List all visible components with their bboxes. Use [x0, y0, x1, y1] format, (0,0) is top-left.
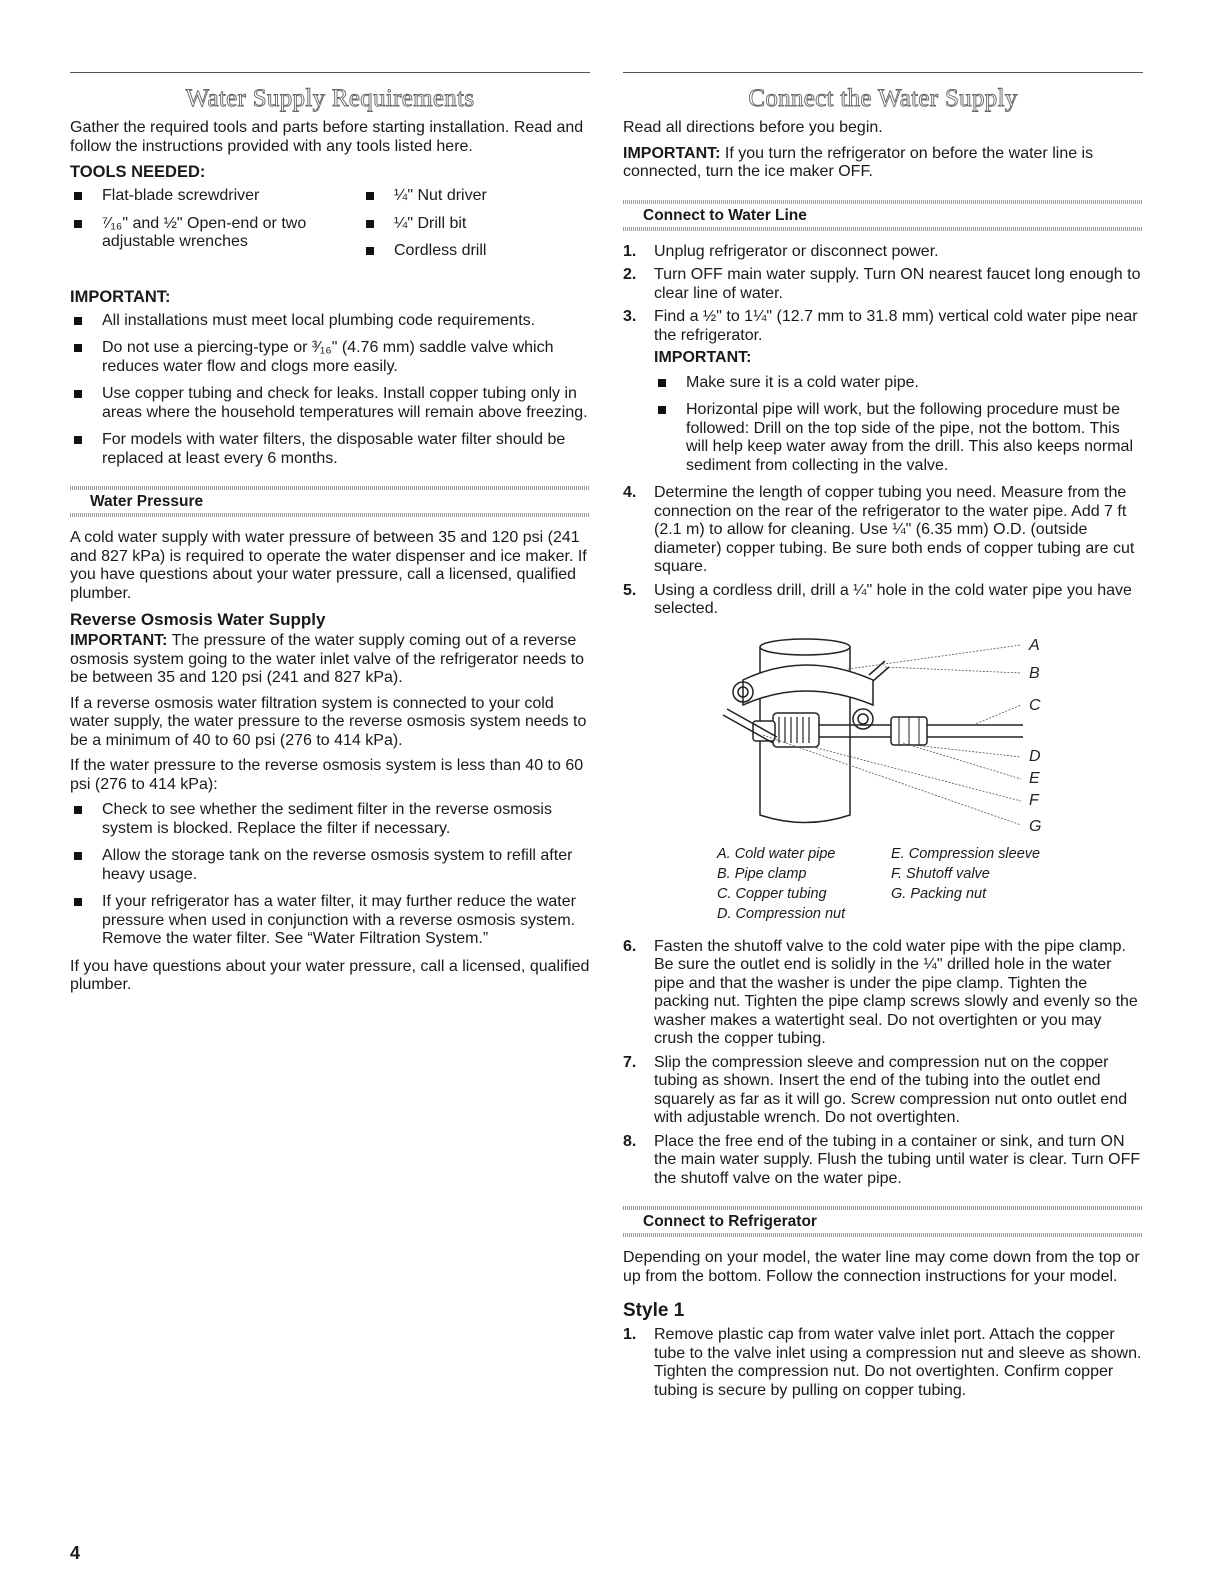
- water-line-steps-continued: [623, 938, 1143, 1189]
- list-item: If your refrigerator has a water filter, it may further reduce the water pressure when used in conjunction with a reverse osmosis system. Remove the water filter. See “Water Filtration System.”: [70, 893, 590, 949]
- step-text: Fasten the shutoff valve to the cold water pipe with the pipe clamp. Be sure the outlet end is solidly in the ¼" drilled hole in the water pipe and that the washer is under the pipe clamp. Tighten the packing nut. Tighten the pipe clamp screws slowly and evenly so the washer makes a watertight seal. Do not overtighten or you may crush the copper tubing.: [654, 937, 1138, 1047]
- important-label: IMPORTANT:: [654, 349, 752, 366]
- step-text: Find a ½" to 1¼" (12.7 mm to 31.8 mm) vertical cold water pipe near the refrigerator.: [654, 308, 1138, 344]
- subsection-heading-connect-water-line: Connect to Water Line: [623, 200, 1143, 231]
- step-item: [623, 1326, 1143, 1400]
- figure-legend: [717, 844, 1143, 924]
- important-text: If you turn the refrigerator on before the water line is connected, turn the ice maker OFF.: [623, 144, 1094, 180]
- figure-label-a: A: [1029, 636, 1040, 654]
- step-number: 1.: [623, 242, 637, 260]
- tools-list: [70, 187, 590, 276]
- important-label: IMPORTANT:: [70, 632, 168, 649]
- legend-item: B. Pipe clamp: [717, 865, 807, 882]
- step-text: Using a cordless drill, drill a ¼" hole in the cold water pipe you have selected.: [654, 581, 1132, 617]
- list-item: Do not use a piercing-type or ³⁄₁₆" (4.76 mm) saddle valve which reduces water flow and clogs more easily.: [70, 339, 590, 376]
- figure-label-d: D: [1029, 747, 1041, 765]
- subsection-heading-water-pressure: Water Pressure: [70, 486, 590, 517]
- figure-label-f: F: [1029, 791, 1039, 809]
- step-text: Unplug refrigerator or disconnect power.: [654, 242, 939, 260]
- step-text: Determine the length of copper tubing you need. Measure from the connection on the rear of the refrigerator to the water pipe. Add 7 ft (2.1 m) to allow for cleaning. Use ¼" (6.35 mm) O.D. (outside diameter) copper tubing. Be sure both ends of copper tubing are cut square.: [654, 484, 1135, 575]
- list-item: Use copper tubing and check for leaks. Install copper tubing only in areas where the household temperatures will remain above freezing.: [70, 385, 590, 422]
- step-text: Place the free end of the tubing in a container or sink, and turn ON the main water supply. Flush the tubing until water is clear. Turn OFF the shutoff valve on the water pipe.: [654, 1132, 1141, 1187]
- subsection-heading-connect-refrigerator: Connect to Refrigerator: [623, 1206, 1143, 1237]
- step-item: [623, 1133, 1143, 1189]
- list-item: All installations must meet local plumbing code requirements.: [70, 312, 590, 331]
- valve-outlet: [819, 725, 891, 737]
- step-number: 5.: [623, 581, 637, 599]
- list-item: ⁷⁄₁₆" and ½" Open-end or two adjustable wrenches: [70, 215, 362, 252]
- list-item: Allow the storage tank on the reverse osmosis system to refill after heavy usage.: [70, 847, 590, 884]
- important-heading: IMPORTANT:: [70, 287, 171, 306]
- clamp-bolt: [869, 661, 889, 681]
- step-number: 3.: [623, 308, 637, 325]
- top-rule: [70, 72, 590, 73]
- step-number: 1.: [623, 1326, 637, 1343]
- pipe-top: [760, 639, 850, 655]
- step-item: [623, 243, 1143, 262]
- important-note: [623, 145, 1143, 182]
- water-line-steps: [623, 243, 1143, 619]
- ro-list: [70, 801, 590, 949]
- pressure-text: A cold water supply with water pressure of between 35 and 120 psi (241 and 827 kPa) is required to operate the water dispenser and ice maker. If you have questions about your water pressure, call a licensed, qualified plumber.: [70, 529, 587, 602]
- important-list: [654, 374, 1143, 476]
- step-text: Remove plastic cap from water valve inlet port. Attach the copper tube to the valve inlet using a compression nut and sleeve as shown. Tighten the compression nut. Do not overtighten. Confirm copper tubing is secure by pulling on copper tubing.: [654, 1326, 1142, 1399]
- tools-heading: TOOLS NEEDED:: [70, 163, 206, 181]
- step-item: [623, 308, 1143, 475]
- step-item: [623, 938, 1143, 1049]
- shutoff-valve: [773, 713, 819, 747]
- important-label: IMPORTANT:: [623, 144, 721, 162]
- step-item: [623, 582, 1143, 619]
- list-item: ¼" Drill bit: [362, 215, 590, 234]
- ro-paragraph-2: If a reverse osmosis water filtration system is connected to your cold water supply, the water pressure to the reverse osmosis system needs to be a minimum of 40 to 60 psi (276 to 414 kPa).: [70, 694, 587, 749]
- pipe-clamp: [743, 665, 873, 705]
- list-item: For models with water filters, the disposable water filter should be replaced at least every 6 months.: [70, 431, 590, 468]
- step-item: [623, 266, 1143, 303]
- page-number: 4: [70, 1543, 81, 1563]
- step-number: 8.: [623, 1132, 637, 1150]
- legend-item: D. Compression nut: [717, 905, 846, 922]
- figure-label-g: G: [1029, 817, 1042, 835]
- refrigerator-text: Depending on your model, the water line may come down from the top or up from the bottom. Follow the connection instructions for your model.: [623, 1249, 1140, 1285]
- figure-label-e: E: [1029, 769, 1040, 787]
- legend-item: F. Shutoff valve: [891, 865, 990, 882]
- list-item: Horizontal pipe will work, but the following procedure must be followed: Drill on the top side of the pipe, not the bottom. This will help keep water away from the drill. This also keeps normal sediment from collecting in the valve.: [654, 401, 1143, 475]
- intro-text: Gather the required tools and parts before starting installation. Read and follow the instructions provided with any tools listed here.: [70, 119, 584, 155]
- ro-heading: Reverse Osmosis Water Supply: [70, 610, 326, 629]
- figure-label-b: B: [1029, 664, 1040, 682]
- intro-text: Read all directions before you begin.: [623, 119, 883, 136]
- step-number: 7.: [623, 1053, 637, 1071]
- right-column: [623, 72, 1143, 1405]
- shutoff-valve-figure: [623, 625, 1143, 840]
- copper-tubing: [927, 725, 1023, 737]
- important-list: [70, 312, 590, 469]
- ro-important: [70, 632, 590, 688]
- legend-item: C. Copper tubing: [717, 885, 827, 902]
- step-number: 6.: [623, 937, 637, 955]
- clamp-screw-right: [853, 709, 873, 729]
- step-item: [623, 484, 1143, 577]
- left-column: [70, 72, 590, 1002]
- list-item: Check to see whether the sediment filter in the reverse osmosis system is blocked. Replace the filter if necessary.: [70, 801, 590, 838]
- list-item: Make sure it is a cold water pipe.: [654, 374, 1143, 393]
- style-steps: [623, 1326, 1143, 1400]
- legend-item: A. Cold water pipe: [717, 845, 836, 862]
- top-rule: [623, 72, 1143, 73]
- step-text: Slip the compression sleeve and compression nut on the copper tubing as shown. Insert the end of the tubing into the outlet end squarely as far as it will go. Screw compression nut onto outlet end with adjustable wrench. Do not overtighten.: [654, 1053, 1128, 1126]
- step-item: [623, 1054, 1143, 1128]
- ro-paragraph-3: If the water pressure to the reverse osmosis system is less than 40 to 60 psi (276 to 414 kPa):: [70, 757, 584, 793]
- section-title-connect-water-supply: Connect the Water Supply: [748, 85, 1018, 112]
- section-title-water-supply-requirements: Water Supply Requirements: [185, 85, 475, 112]
- ro-important-text: The pressure of the water supply coming out of a reverse osmosis system going to the water inlet valve of the refrigerator needs to be between 35 and 120 psi (241 and 827 kPa).: [70, 632, 585, 686]
- style-heading: Style 1: [623, 1300, 685, 1321]
- legend-item: G. Packing nut: [891, 885, 987, 902]
- list-item: Flat-blade screwdriver: [70, 187, 362, 206]
- figure-label-c: C: [1029, 696, 1041, 714]
- step-text: Turn OFF main water supply. Turn ON nearest faucet long enough to clear line of water.: [654, 266, 1141, 302]
- step-number: 2.: [623, 266, 637, 283]
- legend-item: E. Compression sleeve: [891, 845, 1041, 862]
- step-number: 4.: [623, 484, 637, 501]
- list-item: Cordless drill: [362, 242, 590, 261]
- shutoff-valve-diagram: [623, 625, 1143, 840]
- closing-text: If you have questions about your water pressure, call a licensed, qualified plumber.: [70, 957, 590, 993]
- list-item: ¼" Nut driver: [362, 187, 590, 206]
